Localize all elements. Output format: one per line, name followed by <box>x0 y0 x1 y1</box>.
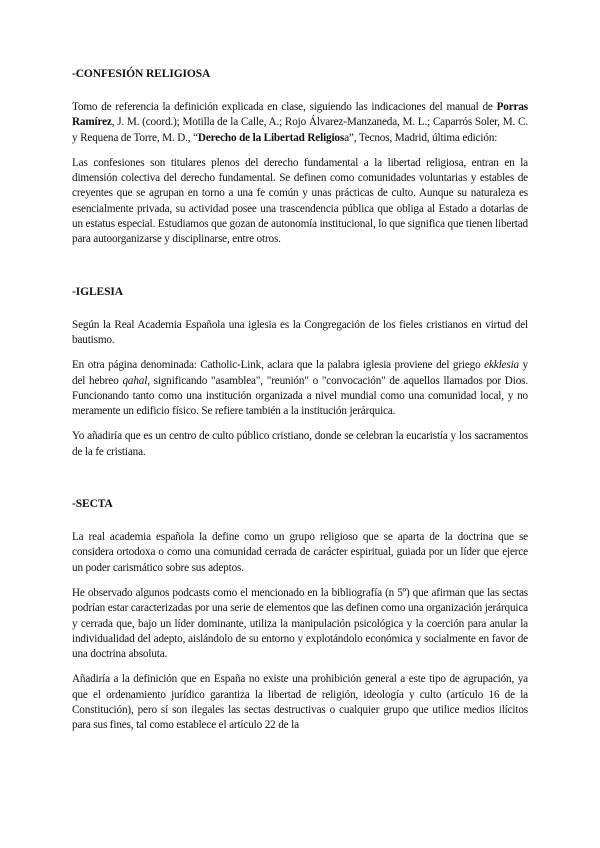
paragraph-catholic-link: En otra página denominada: Catholic-Link, aclara que la palabra iglesia proviene del griego ekklesia y del hebreo qahal, significando "asamblea", "reunión" o "convocación" de aquellos llamados por Dios. Funcionando tanto como una institución organizada a nivel mundial como una comunidad local, y no meramente un edificio físico. Se refiere también a la institución jerárquica. <box>72 359 528 418</box>
term-qahal: qahal <box>122 374 148 387</box>
heading-iglesia: -IGLESIA <box>72 285 123 298</box>
term-ekklesia: ekklesia <box>484 359 519 372</box>
paragraph-espana: Añadiría a la definición que en España no existe una prohibición general a este tipo de agrupación, ya que el ordenamiento jurídico garantiza la libertad de religión, ideología y culto (artículo 16 de la Constitución), pero sí son ilegales las sectas destructivas o cualquier grupo que utilice medios ilícitos para sus fines, tal como establece el artículo 22 de la <box>72 673 528 732</box>
heading-secta: -SECTA <box>72 498 113 511</box>
document-page <box>72 66 528 734</box>
paragraph-confesiones: Las confesiones son titulares plenos del derecho fundamental a la libertad religiosa, entran en la dimensión colectiva del derecho fundamental. Se definen como comunidades voluntarias y estables de creyentes que se agrupan en torno a una fe común y unas prácticas de culto. Aunque su naturaleza es esencialmente privada, su actividad posee una trascendencia pública que obliga al Estado a dotarlas de un estatus especial. Estudiamos que gozan de autonomía institucional, lo que significa que tienen libertad para autoorganizarse y disciplinarse, entre otros. <box>72 156 528 246</box>
author-name: Porras Ramírez <box>72 101 528 129</box>
paragraph-centro-culto: Yo añadiría que es un centro de culto público cristiano, donde se celebran la eucaristía y los sacramentos de la fe cristiana. <box>72 430 528 458</box>
paragraph-reference: Tomo de referencia la definición explicada en clase, siguiendo las indicaciones del manual de Porras Ramírez, J. M. (coord.); Motilla de la Calle, A.; Rojo Álvarez-Manzaneda, M. L.; Caparrós Soler, M. C. y Requena de Torre, M. D., “Derecho de la Libertad Religiosa”, Tecnos, Madrid, última edición: <box>72 101 528 144</box>
book-title: Derecho de la Libertad Religios <box>197 131 345 144</box>
heading-confesion-religiosa: -CONFESIÓN RELIGIOSA <box>72 68 211 80</box>
paragraph-rae-secta: La real academia española la define como un grupo religioso que se aparta de la doctrina que se considera ortodoxa o como una comunidad cerrada de carácter espiritual, guiada por un líder que ejerce un poder carismático sobre sus adeptos. <box>72 531 528 574</box>
paragraph-rae-iglesia: Según la Real Academia Española una iglesia es la Congregación de los fieles cristianos en virtud del bautismo. <box>72 318 528 346</box>
paragraph-podcasts: He observado algunos podcasts como el mencionado en la bibliografía (n 5º) que afirman que las sectas podrían estar caracterizadas por una serie de elementos que las definen como una organización jerárquica y cerrada que, bajo un líder dominante, utiliza la manipulación psicológica y la coerción para anular la individualidad del adepto, aislándolo de su entorno y explotándolo económica y socialmente en favor de una doctrina absoluta. <box>72 586 528 661</box>
